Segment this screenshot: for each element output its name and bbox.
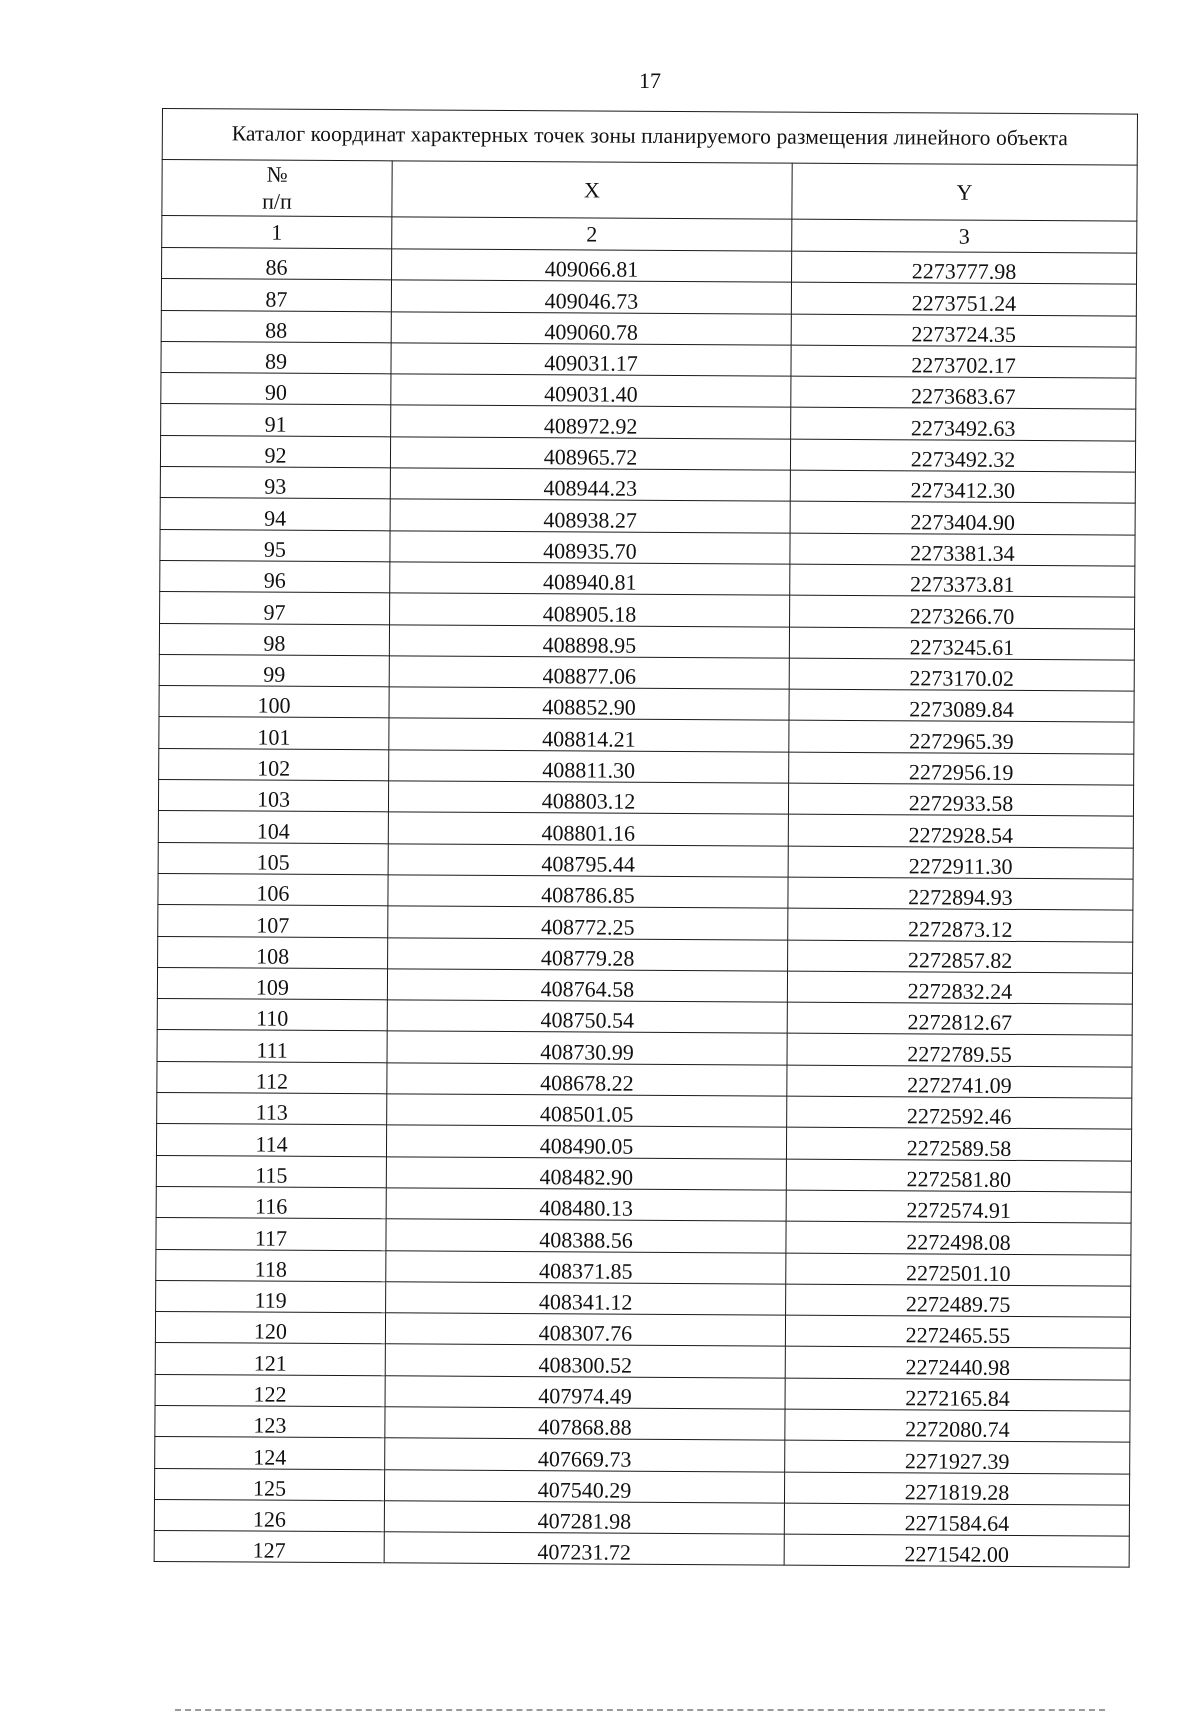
row-y: 2273683.67 (791, 376, 1136, 409)
row-x: 409046.73 (391, 280, 791, 314)
row-number: 98 (159, 623, 389, 656)
row-y: 2272165.84 (785, 1378, 1130, 1411)
row-x: 408300.52 (385, 1344, 785, 1378)
row-x: 408779.28 (388, 937, 788, 971)
row-y: 2273412.30 (790, 470, 1135, 503)
row-number: 112 (157, 1061, 387, 1094)
row-number: 100 (159, 686, 389, 719)
row-number: 116 (156, 1186, 386, 1219)
row-y: 2273170.02 (789, 658, 1134, 691)
row-number: 95 (160, 529, 390, 562)
coordinate-table (154, 108, 1138, 1568)
row-x: 407231.72 (384, 1532, 784, 1566)
row-x: 408307.76 (385, 1313, 785, 1347)
row-number: 115 (156, 1155, 386, 1188)
row-y: 2273492.63 (791, 408, 1136, 441)
header-y: Y (792, 163, 1137, 221)
row-y: 2273266.70 (790, 595, 1135, 628)
table-header-row (162, 160, 1137, 222)
row-y: 2272812.67 (787, 1002, 1132, 1035)
row-x: 408877.06 (389, 656, 789, 690)
row-x: 407669.73 (385, 1438, 785, 1472)
row-number: 123 (155, 1405, 385, 1438)
row-y: 2273751.24 (791, 282, 1136, 315)
row-y: 2273492.32 (790, 439, 1135, 472)
row-number: 88 (161, 310, 391, 343)
row-x: 408905.18 (390, 593, 790, 627)
coordinate-catalog (154, 108, 1137, 1568)
footer-divider (175, 1709, 1105, 1711)
row-x: 408388.56 (386, 1219, 786, 1253)
row-x: 407974.49 (385, 1375, 785, 1409)
row-number: 111 (157, 1030, 387, 1063)
row-x: 408944.23 (390, 468, 790, 502)
row-y: 2272832.24 (787, 971, 1132, 1004)
row-x: 408482.90 (386, 1156, 786, 1190)
row-x: 408898.95 (389, 624, 789, 658)
column-index-3: 3 (792, 219, 1137, 253)
row-number: 110 (157, 999, 387, 1032)
row-x: 407868.88 (385, 1407, 785, 1441)
row-x: 408935.70 (390, 530, 790, 564)
row-x: 409031.17 (391, 343, 791, 377)
header-number-sign: № (266, 161, 288, 187)
row-y: 2273777.98 (792, 251, 1137, 284)
table-title: Каталог координат характерных точек зоны планируемого размещения линейного объекта (162, 109, 1137, 166)
row-number: 102 (159, 748, 389, 781)
row-number: 96 (160, 560, 390, 593)
row-x: 409066.81 (392, 249, 792, 283)
row-y: 2272965.39 (789, 721, 1134, 754)
row-y: 2272928.54 (788, 814, 1133, 847)
row-number: 92 (160, 435, 390, 468)
row-x: 408801.16 (388, 812, 788, 846)
row-x: 408786.85 (388, 875, 788, 909)
row-number: 105 (158, 842, 388, 875)
row-y: 2273089.84 (789, 689, 1134, 722)
row-y: 2272574.91 (786, 1190, 1131, 1223)
row-y: 2273373.81 (790, 564, 1135, 597)
row-number: 120 (155, 1312, 385, 1345)
row-number: 103 (158, 780, 388, 813)
row-y: 2271542.00 (784, 1534, 1129, 1567)
row-y: 2272581.80 (786, 1159, 1131, 1192)
row-y: 2272857.82 (788, 940, 1133, 973)
row-x: 408678.22 (387, 1063, 787, 1097)
row-number: 104 (158, 811, 388, 844)
row-number: 97 (160, 592, 390, 625)
row-y: 2271819.28 (784, 1472, 1129, 1505)
row-x: 407540.29 (384, 1469, 784, 1503)
row-y: 2272956.19 (789, 752, 1134, 785)
row-x: 408772.25 (388, 906, 788, 940)
row-y: 2273245.61 (789, 627, 1134, 660)
row-y: 2272465.55 (785, 1315, 1130, 1348)
row-x: 408972.92 (391, 405, 791, 439)
row-x: 408501.05 (387, 1094, 787, 1128)
row-number: 114 (156, 1124, 386, 1157)
row-x: 408814.21 (389, 718, 789, 752)
row-number: 93 (160, 467, 390, 500)
row-x: 408795.44 (388, 843, 788, 877)
row-number: 121 (155, 1343, 385, 1376)
row-y: 2272592.46 (787, 1096, 1132, 1129)
row-x: 407281.98 (384, 1501, 784, 1535)
row-number: 86 (162, 248, 392, 281)
row-y: 2272489.75 (786, 1284, 1131, 1317)
row-x: 408730.99 (387, 1031, 787, 1065)
row-number: 101 (159, 717, 389, 750)
row-number: 109 (157, 967, 387, 1000)
row-number: 90 (161, 373, 391, 406)
row-y: 2271584.64 (784, 1503, 1129, 1536)
row-x: 408965.72 (390, 437, 790, 471)
row-number: 91 (161, 404, 391, 437)
row-number: 107 (158, 905, 388, 938)
row-number: 125 (154, 1468, 384, 1501)
row-number: 87 (161, 279, 391, 312)
row-x: 408940.81 (390, 562, 790, 596)
row-y: 2272741.09 (787, 1065, 1132, 1098)
row-y: 2273702.17 (791, 345, 1136, 378)
row-number: 108 (158, 936, 388, 969)
row-x: 409031.40 (391, 374, 791, 408)
row-x: 408341.12 (386, 1282, 786, 1316)
row-number: 117 (156, 1218, 386, 1251)
row-x: 408938.27 (390, 499, 790, 533)
row-x: 408480.13 (386, 1188, 786, 1222)
row-y: 2272789.55 (787, 1034, 1132, 1067)
row-y: 2272911.30 (788, 846, 1133, 879)
row-y: 2272501.10 (786, 1253, 1131, 1286)
row-number: 127 (154, 1531, 384, 1564)
row-number: 118 (156, 1249, 386, 1282)
row-number: 124 (155, 1437, 385, 1470)
row-number: 99 (159, 654, 389, 687)
row-y: 2272440.98 (785, 1347, 1130, 1380)
row-y: 2272933.58 (788, 783, 1133, 816)
row-x: 408371.85 (386, 1250, 786, 1284)
table-row (154, 1531, 1129, 1568)
header-number (162, 160, 392, 217)
column-index-1: 1 (162, 216, 392, 249)
row-number: 119 (156, 1280, 386, 1313)
column-index-2: 2 (392, 217, 792, 251)
row-y: 2273381.34 (790, 533, 1135, 566)
row-y: 2272873.12 (788, 908, 1133, 941)
row-x: 408852.90 (389, 687, 789, 721)
row-x: 408811.30 (389, 750, 789, 784)
row-number: 89 (161, 341, 391, 374)
row-number: 126 (154, 1499, 384, 1532)
row-y: 2272498.08 (786, 1221, 1131, 1254)
row-number: 106 (158, 873, 388, 906)
row-x: 408750.54 (387, 1000, 787, 1034)
row-number: 94 (160, 498, 390, 531)
row-x: 408490.05 (386, 1125, 786, 1159)
row-y: 2273404.90 (790, 501, 1135, 534)
header-number-pp: п/п (262, 188, 292, 214)
row-y: 2272589.58 (786, 1127, 1131, 1160)
row-y: 2271927.39 (785, 1440, 1130, 1473)
row-y: 2272080.74 (785, 1409, 1130, 1442)
row-number: 122 (155, 1374, 385, 1407)
row-y: 2272894.93 (788, 877, 1133, 910)
table-title-row (162, 109, 1137, 166)
row-y: 2273724.35 (791, 314, 1136, 347)
row-x: 408803.12 (388, 781, 788, 815)
row-x: 408764.58 (387, 969, 787, 1003)
page-number: 17 (639, 68, 661, 93)
row-number: 113 (157, 1093, 387, 1126)
header-x: X (392, 161, 792, 219)
row-x: 409060.78 (391, 311, 791, 345)
